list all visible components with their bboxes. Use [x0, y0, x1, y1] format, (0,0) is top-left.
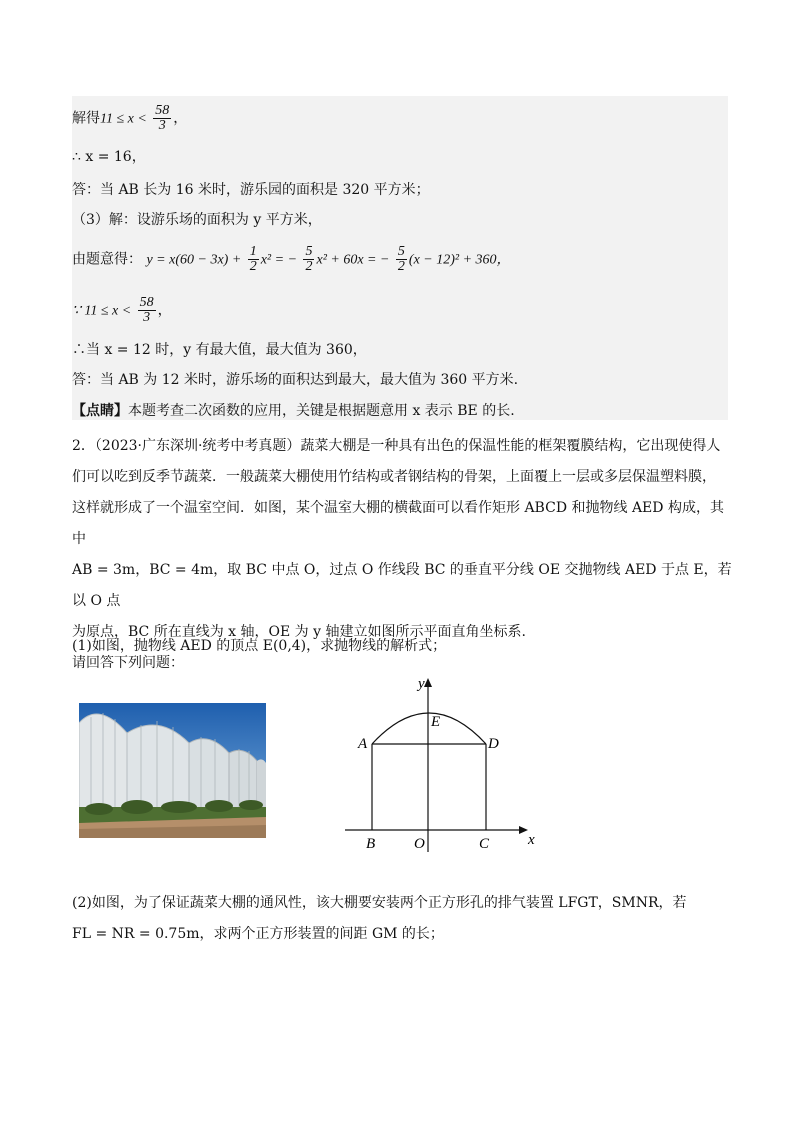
- inequality: 11 ≤ x <: [100, 111, 147, 127]
- expr-c: x² + 60x = −: [316, 252, 390, 268]
- parabola-diagram: [340, 670, 550, 860]
- fraction-58-3: [153, 104, 171, 133]
- punct: ，: [157, 302, 172, 319]
- fraction-5-2-a: [303, 245, 314, 274]
- numerator: 5: [397, 244, 405, 259]
- denominator: 2: [305, 259, 313, 274]
- expr-a: y = x(60 − 3x) +: [146, 252, 242, 268]
- label-y: y: [418, 676, 425, 692]
- solution-line-3: 答：当 AB 长为 16 米时，游乐园的面积是 320 平方米；: [72, 182, 430, 198]
- y-axis-arrow: [424, 678, 432, 687]
- numerator: 1: [249, 244, 257, 259]
- question-1: (1)如图，抛物线 AED 的顶点 E(0,4)，求抛物线的解析式；: [72, 638, 447, 654]
- expr-d: (x − 12)² + 360，: [408, 252, 511, 268]
- problem-line-2: 们可以吃到反季节蔬菜．一般蔬菜大棚使用竹结构或者钢结构的骨架，上面覆上一层或多层保温塑料膜，: [72, 469, 716, 485]
- dianjing-tag: 【点睛】: [72, 403, 128, 419]
- solution-line-6: [72, 296, 172, 325]
- denominator: 3: [143, 310, 151, 325]
- expr-b: x² = −: [260, 252, 298, 268]
- problem-line-6: 请回答下列问题：: [72, 655, 184, 671]
- label-b: B: [366, 836, 376, 852]
- numerator: 58: [155, 103, 170, 118]
- problem-line-1: 2．（2023·广东深圳·统考中考真题）蔬菜大棚是一种具有出色的保温性能的框架覆膜结构，它出现使得人: [72, 438, 721, 454]
- question-2-line-1: (2)如图，为了保证蔬菜大棚的通风性，该大棚要安装两个正方形孔的排气装置 LFGT，SMNR，若: [72, 895, 687, 911]
- numerator: 58: [139, 295, 154, 310]
- label-c: C: [479, 836, 490, 852]
- label-e: E: [431, 714, 441, 730]
- denominator: 2: [249, 259, 257, 274]
- greenhouse-photo-image: [79, 703, 266, 838]
- fraction-58-3-b: [138, 296, 156, 325]
- punct: ，: [173, 110, 188, 127]
- solution-line-7: ∴当 x = 12 时，y 有最大值，最大值为 360，: [72, 342, 367, 358]
- label-d: D: [488, 736, 499, 752]
- question-2-line-2: FL = NR = 0.75m，求两个正方形装置的间距 GM 的长；: [72, 926, 444, 942]
- parabola-aed: [372, 713, 486, 744]
- solution-line-8: 答：当 AB 为 12 米时，游乐场的面积达到最大，最大值为 360 平方米.: [72, 372, 519, 388]
- label-x: x: [528, 832, 535, 848]
- label-a: A: [358, 736, 368, 752]
- fraction-1-2: [248, 245, 259, 274]
- solution-line-5: [72, 245, 511, 274]
- fraction-5-2-b: [396, 245, 407, 274]
- problem-line-3: 这样就形成了一个温室空间．如图，某个温室大棚的横截面可以看作矩形 ABCD 和抛物线 AED 构成，其中: [72, 500, 724, 547]
- denominator: 2: [397, 259, 405, 274]
- text-jiede: 解得: [72, 110, 100, 127]
- solution-line-2: ∴ x = 16，: [72, 149, 146, 165]
- greenhouse-photo: [79, 703, 266, 838]
- diagram-svg: [340, 670, 550, 860]
- solution-line-4: （3）解：设游乐场的面积为 y 平方米，: [72, 212, 322, 228]
- denominator: 3: [158, 118, 166, 133]
- text-youtiyide: 由题意得：: [72, 251, 142, 268]
- numerator: 5: [305, 244, 313, 259]
- x-axis-arrow: [519, 826, 528, 834]
- dianjing-text: 本题考查二次函数的应用，关键是根据题意用 x 表示 BE 的长.: [128, 403, 515, 419]
- because-ineq: ∵ 11 ≤ x <: [72, 303, 132, 319]
- solution-line-1: [72, 104, 187, 133]
- problem-line-4: AB = 3m，BC = 4m，取 BC 中点 O，过点 O 作线段 BC 的垂直平分线 OE 交抛物线 AED 于点 E，若以 O 点: [72, 562, 732, 609]
- label-o: O: [414, 836, 425, 852]
- problem-line-5: 为原点，BC 所在直线为 x 轴，OE 为 y 轴建立如图所示平面直角坐标系.: [72, 624, 526, 640]
- solution-line-9: [72, 401, 515, 421]
